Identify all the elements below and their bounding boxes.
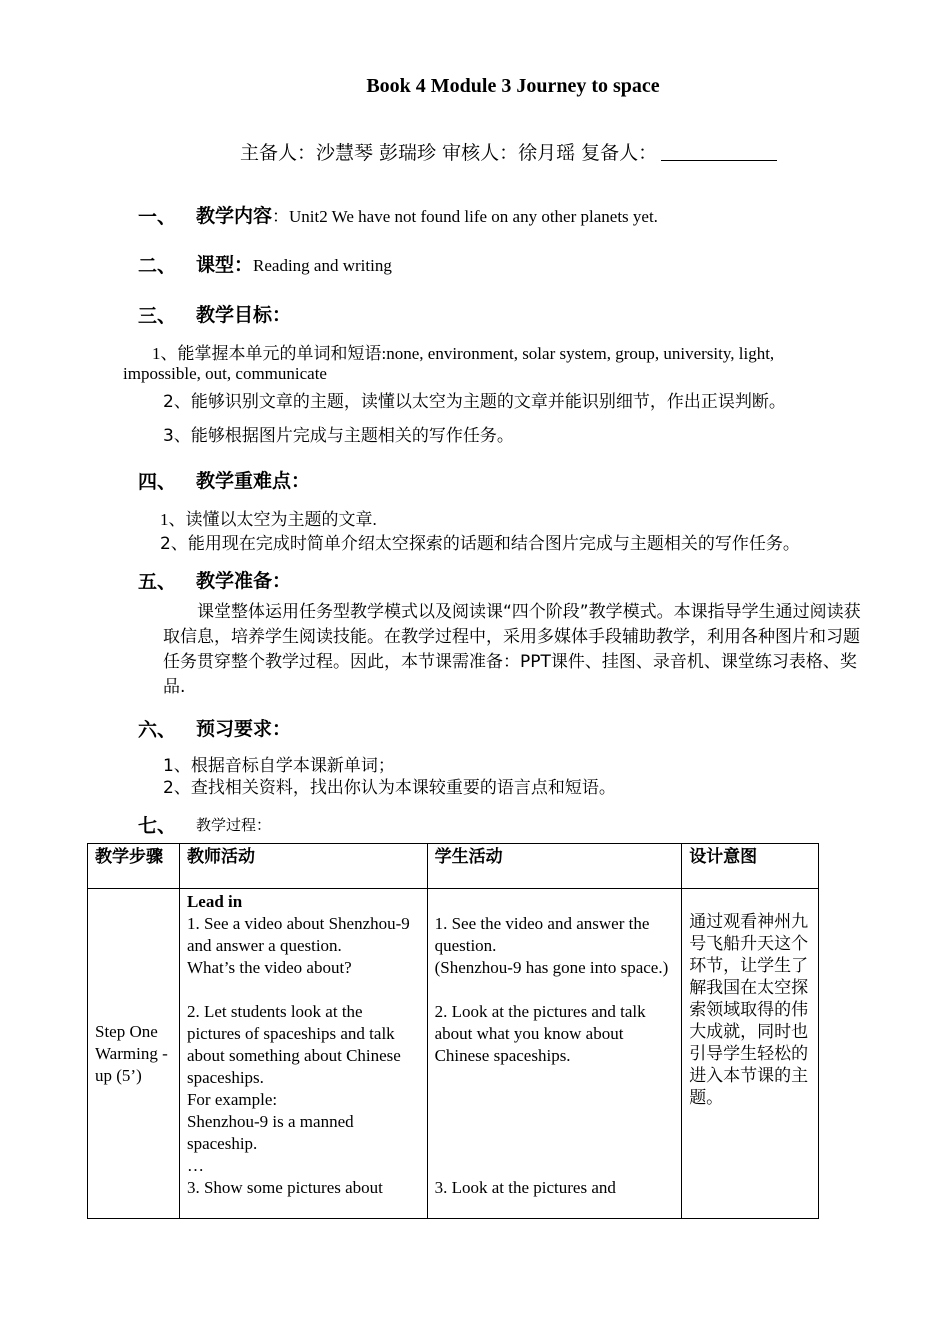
section-1-value: Unit2 We have not found life on any other planets yet. (289, 207, 658, 226)
preparers-line (240, 138, 777, 165)
student-activity-3: 3. Look at the pictures and (434, 1178, 616, 1197)
lead-in-label: Lead in (186, 892, 243, 911)
goal-item-2: 2、能够识别文章的主题，读懂以太空为主题的文章并能识别细节，作出正误判断。 (163, 392, 786, 412)
teacher-example-label: For example: (186, 1090, 278, 1109)
preparation-paragraph: 课堂整体运用任务型教学模式以及阅读课“四个阶段”教学模式。本课指导学生通过阅读获取信息，培养学生阅读技能。在教学过程中，采用多媒体手段辅助教学，利用各种图片和习题任务贯穿整个教学过程。因此，本节课需准备：PPT课件、挂图、录音机、课堂练习表格、奖品. (163, 602, 861, 697)
keypoint-item-1: 1、读懂以太空为主题的文章. (160, 510, 377, 529)
student-cell (427, 889, 682, 1219)
table-row (88, 889, 819, 1219)
teacher-activity-1: 1. See a video about Shenzhou-9 and answer a question. (186, 914, 410, 955)
preview-item-2: 2、查找相关资料，找出你认为本课较重要的语言点和短语。 (163, 778, 616, 798)
header-student: 学生活动 (427, 844, 682, 889)
section-1-number: 一、 (138, 206, 177, 228)
student-activity-1: 1. See the video and answer the question. (434, 914, 650, 955)
section-5-number: 五、 (138, 571, 177, 593)
student-answer-1: (Shenzhou-9 has gone into space.) (434, 958, 669, 977)
section-4-number: 四、 (138, 471, 177, 493)
section-1-colon: ： (272, 207, 290, 227)
table-header-row (88, 844, 819, 889)
preview-item-1: 1、根据音标自学本课新单词； (163, 756, 395, 776)
teaching-process-table (87, 843, 819, 1219)
section-5-heading: 教学准备： (196, 570, 292, 592)
section-6-number: 六、 (138, 719, 177, 741)
section-3-heading: 教学目标： (196, 304, 292, 326)
preparers-text: 主备人：沙慧琴 彭瑞珍 审核人：徐月瑶 复备人： (240, 142, 658, 164)
keypoint-item-2: 2、能用现在完成时简单介绍太空探索的话题和结合图片完成与主题相关的写作任务。 (160, 534, 800, 554)
section-1-heading: 教学内容 (196, 205, 273, 227)
student-activity-2: 2. Look at the pictures and talk about what you know about Chinese spaceships. (434, 1002, 646, 1065)
section-2-value: Reading and writing (253, 256, 392, 275)
section-6-heading: 预习要求： (196, 718, 292, 740)
section-7-number: 七、 (138, 815, 177, 837)
header-intent: 设计意图 (682, 844, 819, 889)
intent-cell: 通过观看神州九号飞船升天这个环节，让学生了解我国在太空探索领域取得的伟大成就，同时也引导学生轻松的进入本节课的主题。 (682, 889, 819, 1219)
goal-item-1b: impossible, out, communicate (123, 364, 327, 383)
teacher-cell (179, 889, 427, 1219)
teacher-activity-3: 3. Show some pictures about (186, 1178, 383, 1197)
teacher-activity-2: 2. Let students look at the pictures of spaceships and talk about something about Chinese spaceships. (186, 1002, 401, 1087)
header-step: 教学步骤 (88, 844, 180, 889)
header-teacher: 教师活动 (179, 844, 427, 889)
page-title: Book 4 Module 3 Journey to space (366, 75, 660, 97)
goal-item-3: 3、能够根据图片完成与主题相关的写作任务。 (163, 426, 514, 446)
section-4-heading: 教学重难点： (196, 470, 311, 492)
teacher-question-1: What’s the video about? (186, 958, 352, 977)
reviewer-blank (661, 142, 777, 161)
section-1-line (196, 201, 658, 228)
goal-item-1a: 1、能掌握本单元的单词和短语:none, environment, solar system, group, university, light, (152, 344, 775, 363)
section-3-number: 三、 (138, 305, 177, 327)
section-2-line (196, 250, 392, 277)
teacher-ellipsis: … (186, 1156, 204, 1175)
section-2-heading: 课型： (196, 254, 254, 276)
section-7-heading: 教学过程： (196, 816, 272, 834)
section-2-number: 二、 (138, 255, 177, 277)
step-cell: Step One Warming -up (5’) (88, 889, 180, 1219)
teacher-example: Shenzhou-9 is a manned spaceship. (186, 1112, 354, 1153)
